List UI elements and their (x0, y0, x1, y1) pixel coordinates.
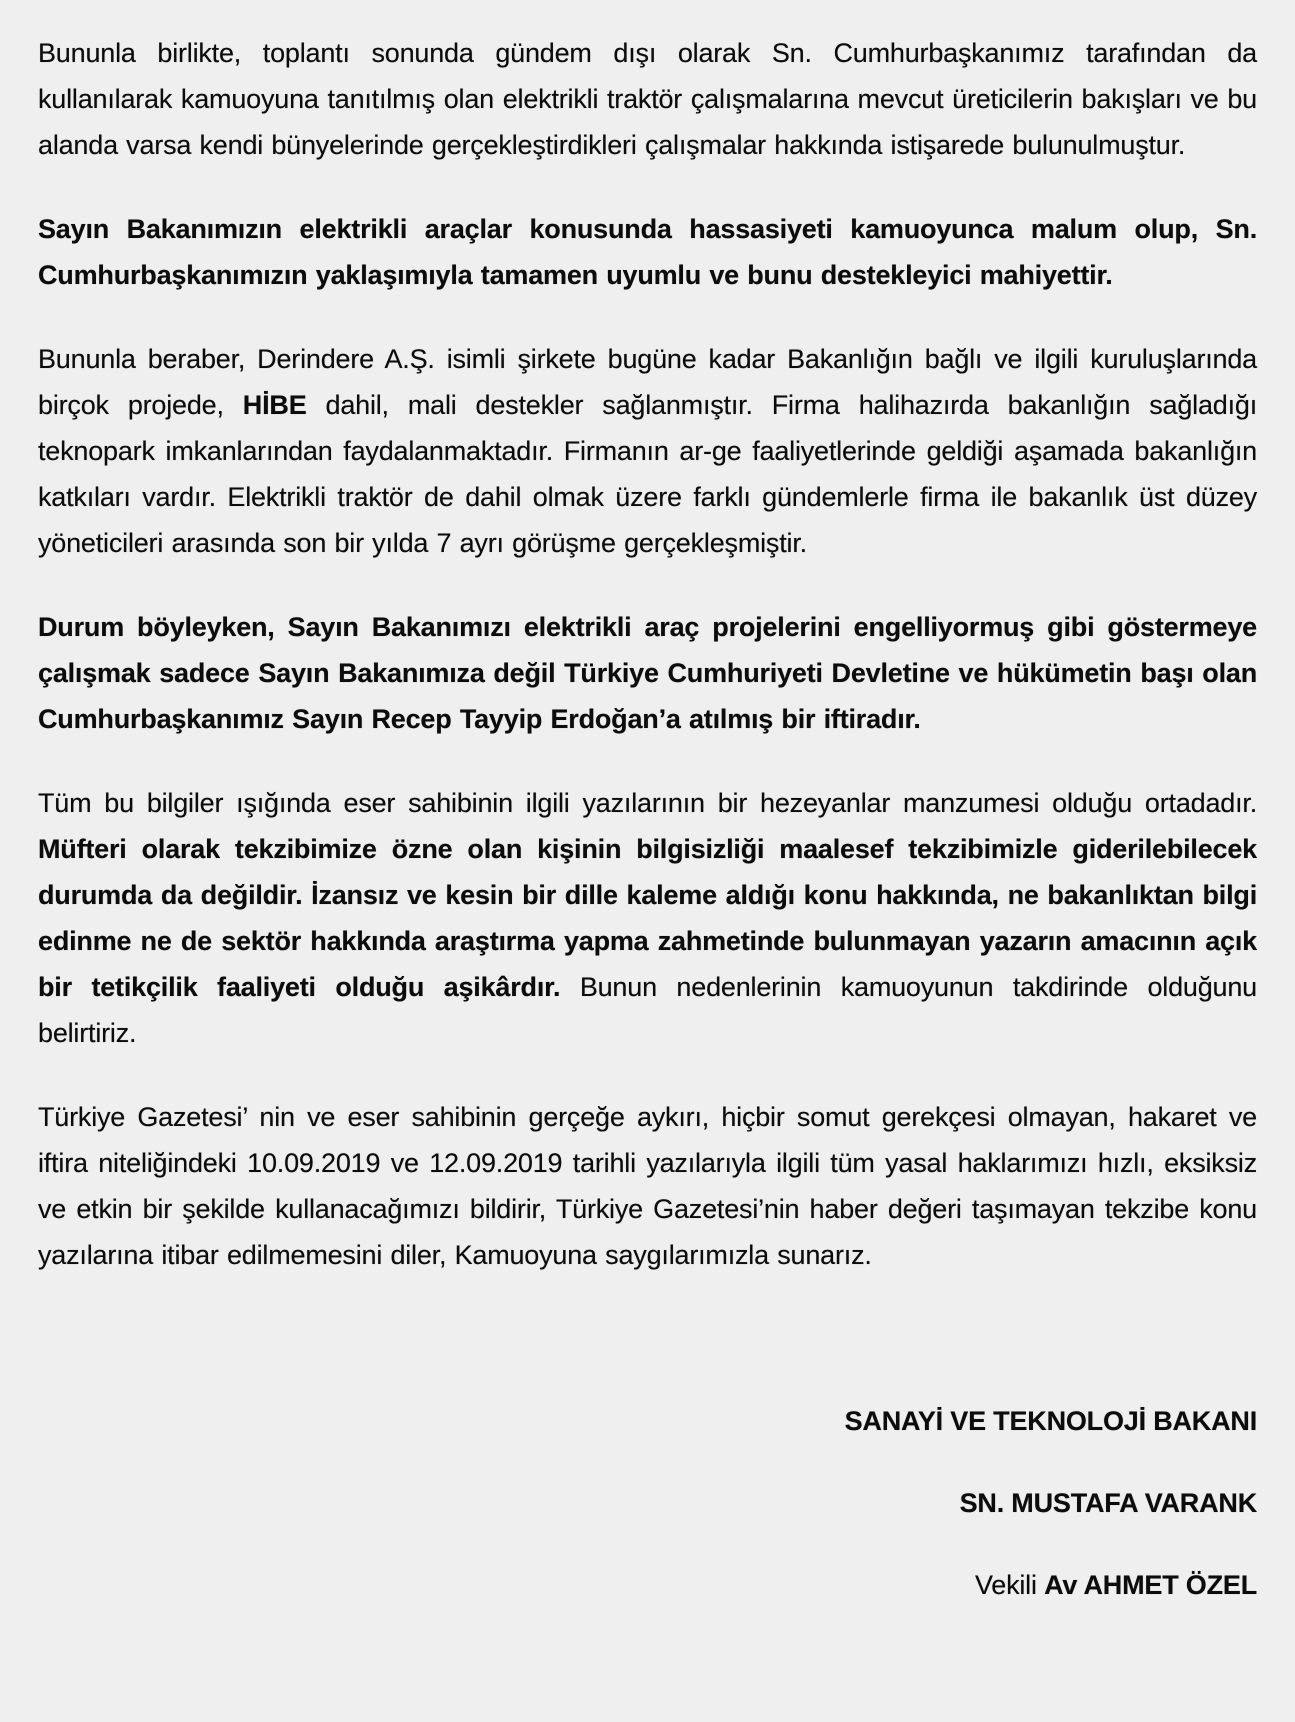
hibe-emphasis: HİBE (242, 390, 307, 420)
paragraph-text-bold: Durum böyleyken, Sayın Bakanımızı elektrikli araç projelerini engelliyormuş gibi göstermeye çalışmak sadece Sayın Bakanımıza değil Türkiye Cumhuriyeti Devletine ve hükümetin başı olan Cumhurbaşkanımız Sayın Recep Tayyip Erdoğan’a atılmış bir iftiradır. (38, 612, 1257, 734)
paragraph-conclusion (38, 780, 1257, 1056)
paragraph-legal-notice (38, 1094, 1257, 1278)
signature-ministry-title: SANAYİ VE TEKNOLOJİ BAKANI (844, 1406, 1257, 1436)
paragraph-text: dahil, mali destekler sağlanmıştır. Firma halihazırda bakanlığın sağladığı teknopark imkanlarından faydalanmaktadır. Firmanın ar-ge faaliyetlerinde geldiği aşamada bakanlığın katkıları vardır. Elektrikli traktör de dahil olmak üzere farklı gündemlerle firma ile bakanlık üst düzey yöneticileri arasında son bir yılda 7 ayrı görüşme gerçekleşmiştir. (38, 390, 1258, 558)
attorney-name: Av AHMET ÖZEL (1044, 1570, 1257, 1600)
paragraph-text: Türkiye Gazetesi’ nin ve eser sahibinin gerçeğe aykırı, hiçbir somut gerekçesi olmayan, hakaret ve iftira niteliğindeki 10.09.2019 ve 12.09.2019 tarihli yazılarıyla ilgili tüm yasal haklarımızı hızlı, eksiksiz ve etkin bir şekilde kullanacağımızı bildirir, Türkiye Gazetesi’nin haber değeri taşımayan tekzibe konu yazılarına itibar edilmemesini diler, Kamuoyuna saygılarımızla sunarız. (38, 1102, 1257, 1270)
paragraph-text: Bununla beraber, Derindere A.Ş. isimli şirkete bugüne kadar Bakanlığın bağlı ve ilgili kuruluşlarında birçok projede, (38, 344, 1257, 420)
document-page (38, 30, 1257, 1692)
vekili-label: Vekili (974, 1570, 1045, 1600)
signature-block (38, 1398, 1257, 1608)
signature-attorney-line (38, 1562, 1257, 1608)
paragraph-minister-stance (38, 206, 1257, 298)
paragraph-accusation (38, 604, 1257, 742)
paragraph-intro (38, 30, 1257, 168)
paragraph-text: Tüm bu bilgiler ışığında eser sahibinin ilgili yazılarının bir hezeyanlar manzumesi olduğu ortadadır. (38, 788, 1257, 818)
paragraph-text-bold: Sayın Bakanımızın elektrikli araçlar konusunda hassasiyeti kamuoyunca malum olup, Sn. Cumhurbaşkanımızın yaklaşımıyla tamamen uyumlu ve bunu destekleyici mahiyettir. (38, 214, 1257, 290)
signature-minister-name: SN. MUSTAFA VARANK (959, 1488, 1257, 1518)
paragraph-derindere-support (38, 336, 1257, 566)
paragraph-text: Bununla birlikte, toplantı sonunda gündem dışı olarak Sn. Cumhurbaşkanımız tarafından da kullanılarak kamuoyuna tanıtılmış olan elektrikli traktör çalışmalarına mevcut üreticilerin bakışları ve bu alanda varsa kendi bünyelerinde gerçekleştirdikleri çalışmalar hakkında istişarede bulunulmuştur. (38, 38, 1257, 160)
paragraph-text-bold: Müfteri olarak tekzibimize özne olan kişinin bilgisizliği maalesef tekzibimizle giderilebilecek durumda da değildir. İzansız ve kesin bir dille kaleme aldığı konu hakkında, ne bakanlıktan bilgi edinme ne de sektör hakkında araştırma yapma zahmetinde bulunmayan yazarın amacının açık bir tetikçilik faaliyeti olduğu aşikârdır. (38, 834, 1257, 1002)
paragraph-text: Bunun nedenlerinin kamuoyunun takdirinde olduğunu belirtiriz. (38, 972, 1257, 1048)
